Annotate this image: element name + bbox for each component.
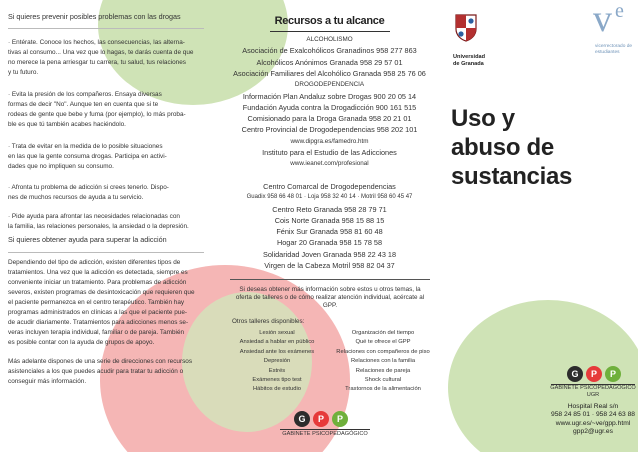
ve-logo-mark: v [593, 0, 612, 40]
contact-phone: 958 24 85 01 · 958 24 63 88 [550, 411, 636, 419]
resource-line: ALCOHOLISMO [306, 36, 353, 43]
resource-line: www.dipgra.es/famedro.htm [290, 137, 369, 145]
workshop-item: Relaciones con la familia [350, 358, 416, 365]
gpp-letter-g: G [567, 366, 583, 382]
university-crest-icon [455, 14, 477, 42]
gpp-subcaption: UGR [586, 392, 600, 398]
resource-line: Centro Reto Granada 958 28 79 71 [272, 204, 387, 214]
workshop-item: Relaciones de pareja [355, 367, 411, 374]
help-heading: Si quieres obtener ayuda para superar la adicción [8, 235, 167, 244]
resource-line: Comisionado para la Droga Granada 958 20 21 01 [247, 114, 412, 124]
resource-line: Cois Norte Granada 958 15 88 15 [274, 215, 385, 225]
contact-web: www.ugr.es/~ve/gpp.html [555, 419, 631, 427]
gpp-letter-p: P [586, 366, 602, 382]
resource-line: Centro Comarcal de Drogodependencias [263, 181, 396, 191]
contact-info [548, 403, 638, 437]
brochure-title: Uso y abuso de sustancias [451, 105, 573, 190]
gpp-letter-p: P [313, 411, 329, 427]
workshop-item: Estrés [268, 367, 286, 374]
gpp-letter-p2: P [332, 411, 348, 427]
prevention-heading: Si quieres prevenir posibles problemas con las drogas [8, 12, 181, 21]
workshop-item: Hábitos de estudio [252, 386, 302, 393]
help-paragraph-1: Dependiendo del tipo de adicción, existen diferentes tipos de tratamientos. Una vez que la adicción es detectada, siempre es conveniente iniciar un tratamiento. Para problemas de adicción severos, existen programas de desintoxicación que requieren que el paciente permanezca en el centro terapéutico. También hay programas administrados en clínicas a las que el paciente pue- de acudir diariamente. Tratamientos para adicciones menos se- veras incluyen terapia individual, familiar o de pareja. También es posible contar con la ayuda de grupos de apoyo. [8, 259, 195, 346]
workshop-item: Trastornos de la alimentación [345, 386, 421, 393]
prevention-item-5: · Pide ayuda para afrontar las necesidades relacionadas con la familia, las relaciones personales, la ansiedad o la depresión. [8, 213, 189, 230]
gpp-rule [280, 429, 370, 430]
resource-line: Fundación Ayuda contra la Drogadicción 900 161 515 [242, 102, 417, 112]
prevention-item-3: · Trata de evitar en la medida de lo posible situaciones en las que la gente consuma drogas. Participa en activi- dades que no impliquen su consumo. [8, 143, 167, 170]
resource-line: Centro Provincial de Drogodependencias 958 202 101 [241, 125, 418, 135]
workshop-item: Qué te ofrece el GPP [355, 339, 411, 346]
resource-line: Guadix 958 66 48 01 · Loja 958 32 40 14 · Motril 958 60 45 47 [246, 194, 413, 201]
prevention-item-1: · Entérate. Conoce los hechos, las consecuencias, las alterna- tivas al consumo... Una vez que lo hagas, te darás cuenta de que no merece la pena arriesgar tu carrera, tu salud, tus relaciones y tu futuro. [8, 39, 194, 76]
ve-logo-sup: e [615, 0, 624, 22]
resource-line: Fénix Sur Granada 958 81 60 48 [276, 227, 383, 237]
divider [230, 279, 430, 280]
workshop-item: Organización del tiempo [351, 330, 415, 336]
workshops-column-1 [222, 329, 332, 395]
workshops-column-2 [328, 329, 438, 395]
gpp-logo [294, 411, 348, 427]
divider [8, 28, 204, 29]
workshop-item: Relaciones con compañeros de piso [336, 348, 430, 355]
workshop-item: Ansiedad a hablar en público [239, 339, 315, 346]
resource-line: Información Plan Andaluz sobre Drogas 900 20 05 14 [242, 91, 417, 101]
more-info-note: Si deseas obtener más información sobre estos u otros temas, la oferta de talleres o de cómo realizar atención individual, acércate al GPP. [235, 286, 425, 309]
workshop-item: Ansiedad ante los exámenes [239, 348, 315, 355]
contact-email: gpp2@ugr.es [573, 428, 613, 436]
resource-line: Asociación Familiares del Alcohólico Granada 958 25 76 06 [233, 68, 426, 78]
gpp-letter-g: G [294, 411, 310, 427]
prevention-item-4: · Afronta tu problema de adicción si crees tenerlo. Dispo- nes de muchos recursos de ayuda a tu servicio. [8, 184, 169, 201]
prevention-item-2: · Evita la presión de los compañeros. Ensaya diversas formas de decir "No". Aunque ten en cuenta que si te rodeas de gente que bebe y fuma (por ejemplo), lo más proba- ble es que tú también acabes haciéndolo. [8, 91, 186, 128]
resource-line: Virgen de la Cabeza Motril 958 82 04 37 [264, 261, 395, 270]
resource-line: Alcohólicos Anónimos Granada 958 29 57 01 [256, 57, 403, 67]
workshop-item: Shock cultural [364, 376, 402, 383]
resource-line: www.ieanet.com/profesional [290, 160, 369, 168]
university-name: Universidad de Granada [453, 54, 486, 67]
middle-panel [222, 0, 437, 452]
right-panel [443, 0, 638, 452]
gpp-letter-p2: P [605, 366, 621, 382]
help-paragraph-2: Más adelante dispones de una serie de direcciones con recursos asistenciales a los que puedes acudir para tratar tu adicción o conseguir más información. [8, 358, 193, 385]
resource-line: Instituto para el Estudio de las Adicciones [262, 148, 397, 157]
gpp-caption: GABINETE PSICOPEDAGÓGICO [282, 431, 368, 437]
workshop-item: Exámenes tipo test [252, 376, 302, 383]
left-panel [0, 0, 212, 452]
gpp-caption: GABINETE PSICOPEDAGÓGICO [550, 385, 636, 391]
workshop-item: Lesión sexual [259, 330, 295, 336]
resource-line: DROGODEPENDENCIA [294, 81, 365, 89]
workshop-item: Depresión [263, 358, 291, 365]
gpp-logo-right [567, 366, 621, 382]
title-underline [270, 31, 390, 32]
resource-line: Hogar 20 Granada 958 15 78 58 [276, 238, 383, 248]
workshops-label: Otros talleres disponibles: [232, 318, 305, 325]
resource-line: Asociación de Exalcohólicos Granadinos 958 277 863 [242, 46, 417, 56]
divider [8, 252, 204, 253]
resource-line: Solidaridad Joven Granada 958 22 43 18 [262, 249, 397, 259]
contact-address: Hospital Real s/n [567, 403, 619, 410]
resources-title: Recursos a tu alcance [274, 15, 385, 27]
ve-logo-text: vicerrectorado de estudiantes [595, 44, 633, 55]
